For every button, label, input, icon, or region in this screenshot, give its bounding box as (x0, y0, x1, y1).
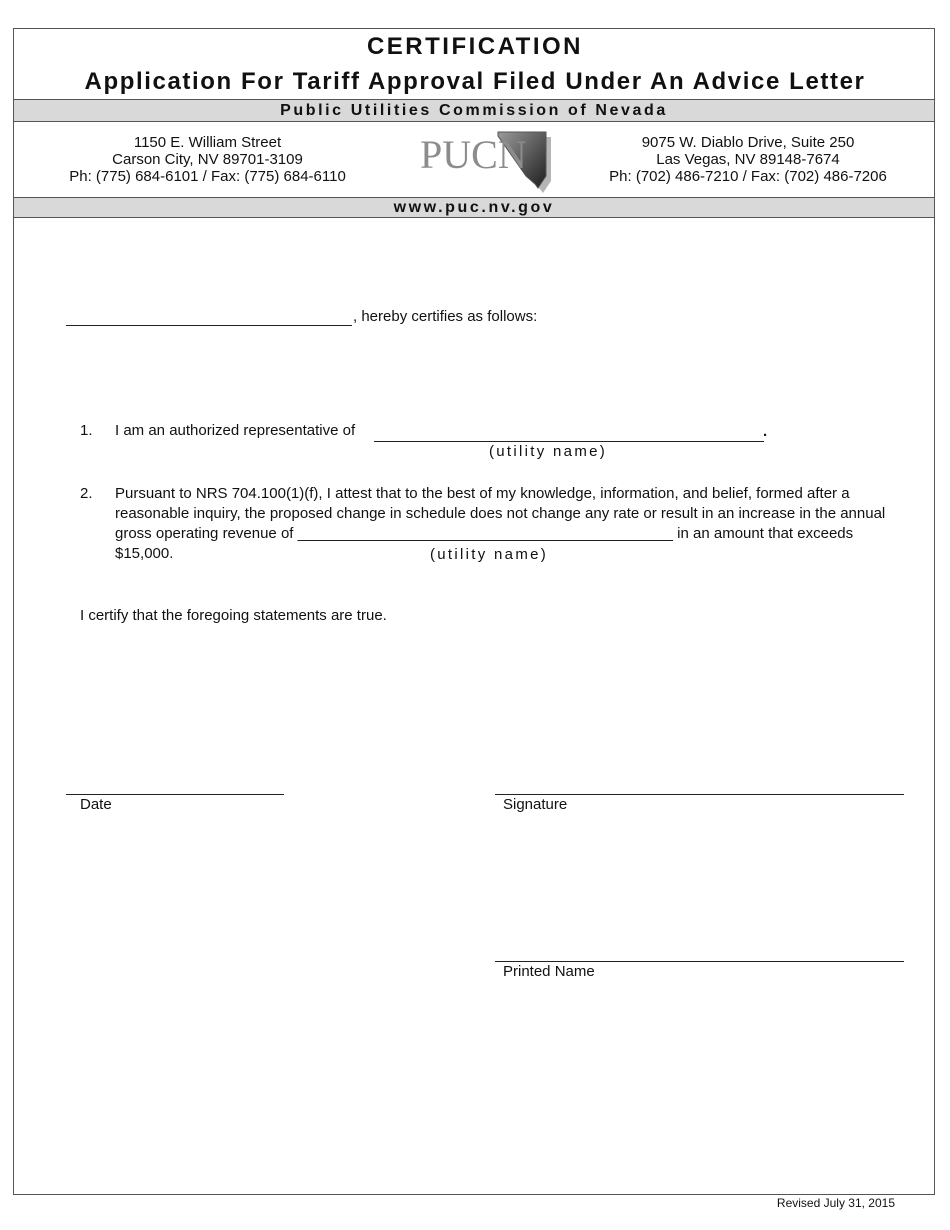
vegas-phone: Ph: (702) 486-7210 / Fax: (702) 486-7206 (609, 168, 887, 185)
certifies-statement: , hereby certifies as follows: (353, 308, 538, 325)
website-banner: www.puc.nv.gov (14, 197, 934, 218)
item-1-text: I am an authorized representative of (115, 422, 356, 439)
vegas-street: 9075 W. Diablo Drive, Suite 250 (641, 134, 855, 151)
carson-street: 1150 E. William Street (133, 134, 282, 151)
carson-city-office (50, 134, 365, 185)
item-1-period: . (763, 423, 768, 440)
agency-banner: Public Utilities Commission of Nevada (14, 99, 934, 122)
las-vegas-office (590, 134, 906, 185)
item-2-caption: (utility name) (430, 546, 549, 563)
pucn-logo (420, 128, 552, 194)
certify-statement: I certify that the foregoing statements are true. (80, 607, 387, 624)
signature-label: Signature (503, 796, 568, 813)
vegas-city: Las Vegas, NV 89148-7674 (656, 151, 840, 168)
item-2-line-2: reasonable inquiry, the proposed change in schedule does not change any rate or result in an increase in the annual (115, 505, 886, 522)
item-2-line-1: Pursuant to NRS 704.100(1)(f), I attest that to the best of my knowledge, information, and belief, formed after a (115, 485, 850, 502)
carson-city: Carson City, NV 89701-3109 (112, 151, 303, 168)
date-label: Date (80, 796, 112, 813)
item-1-number: 1. (80, 422, 93, 439)
utility-name-line-1[interactable] (374, 441, 764, 442)
certifier-name-line[interactable] (66, 325, 352, 326)
page-subtitle: Application For Tariff Approval Filed Under An Advice Letter (84, 68, 866, 95)
item-2-line-4: $15,000. (115, 545, 174, 562)
revision-date: Revised July 31, 2015 (776, 1196, 895, 1210)
item-2-line-3: gross operating revenue of _____________________________________________ in an amount that exceeds (115, 525, 854, 542)
logo-text: PUCN (420, 132, 527, 177)
item-2-number: 2. (80, 485, 93, 502)
page-title: CERTIFICATION (366, 33, 584, 60)
carson-phone: Ph: (775) 684-6101 / Fax: (775) 684-6110 (69, 168, 346, 185)
printed-name-label: Printed Name (503, 963, 595, 980)
item-1-caption: (utility name) (489, 443, 608, 460)
